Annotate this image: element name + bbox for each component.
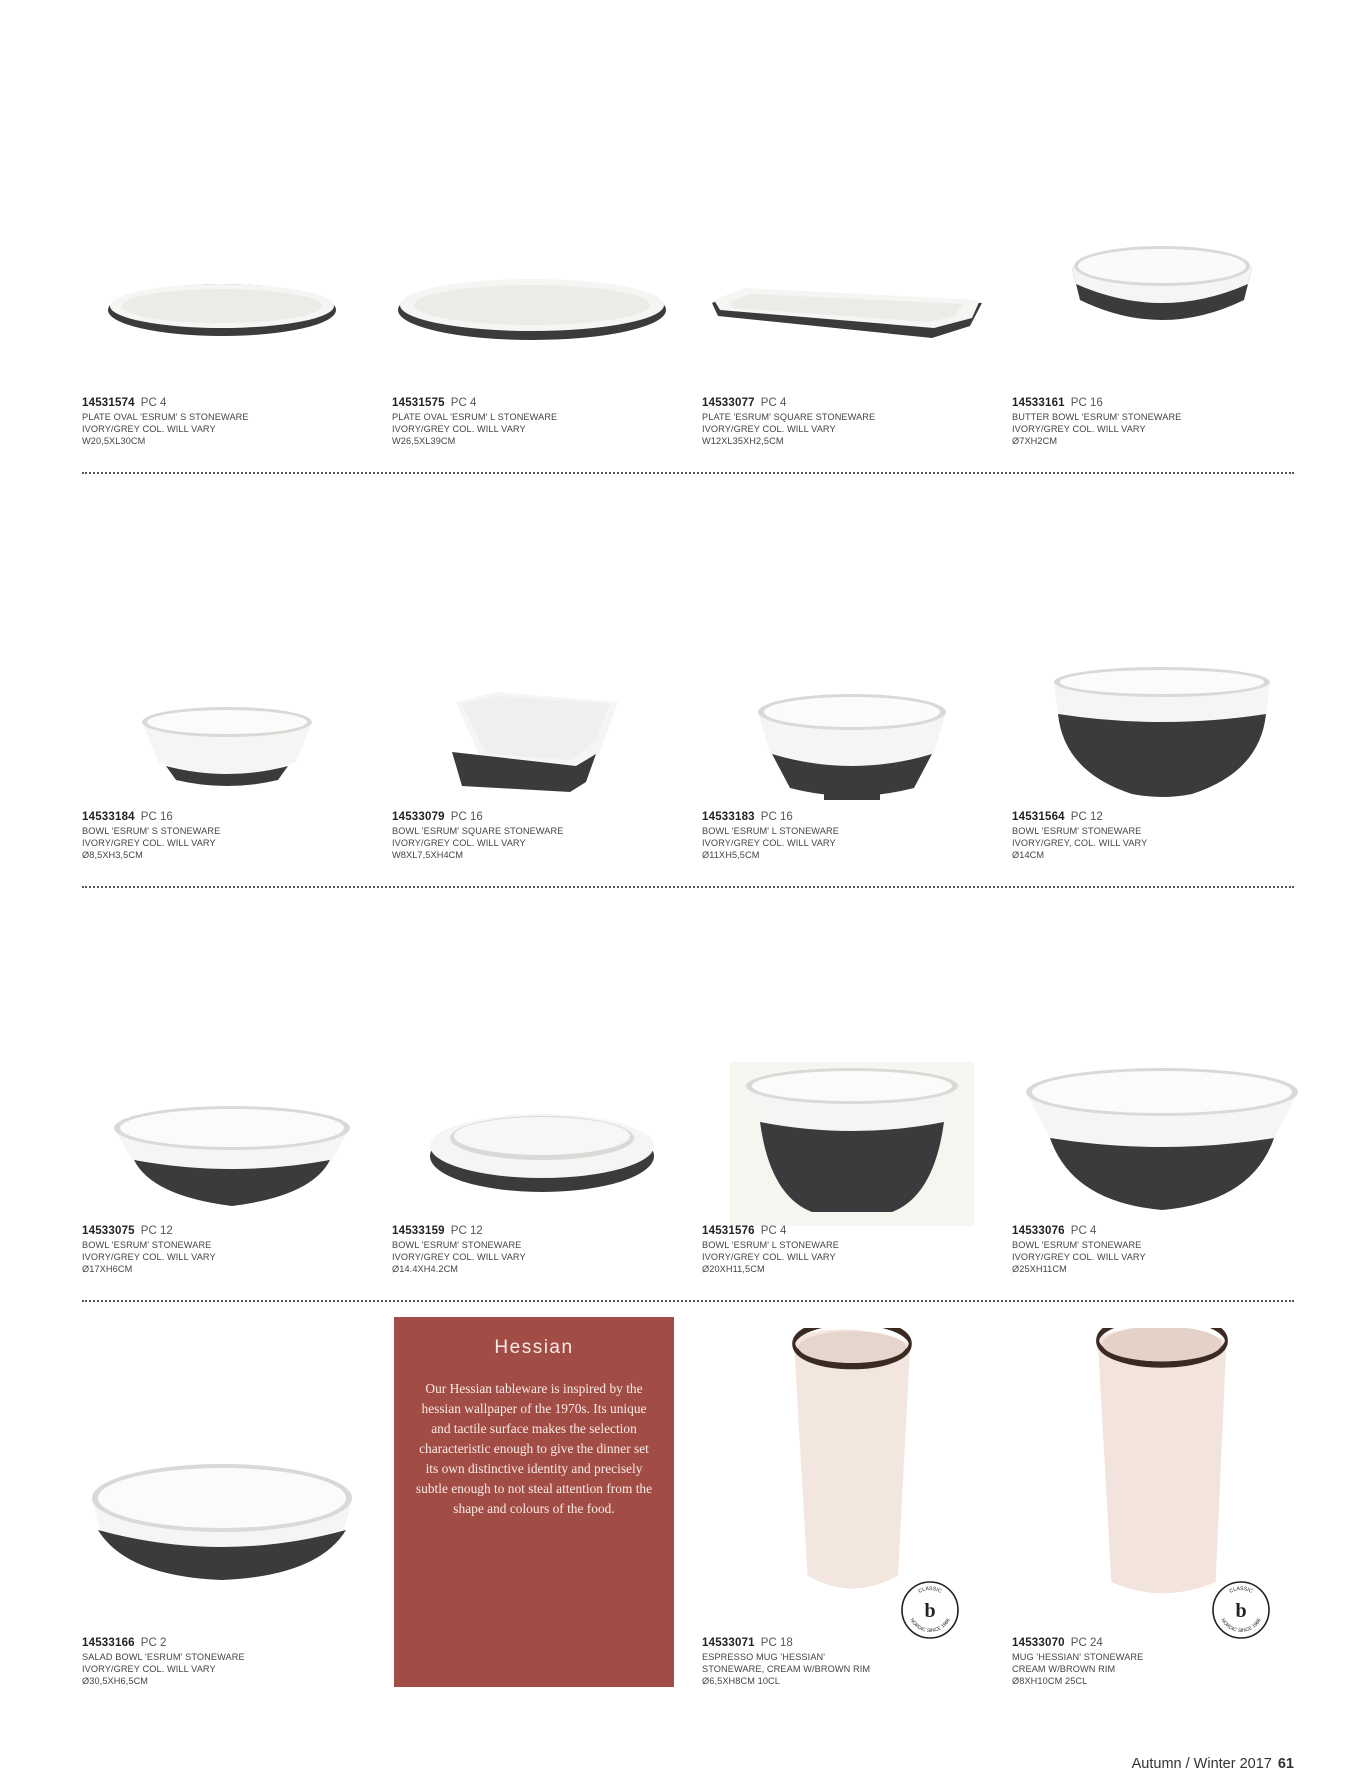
product-description-line: BOWL 'ESRUM' STONEWARE <box>1012 826 1142 836</box>
product-description-line: BOWL 'ESRUM' L STONEWARE <box>702 826 839 836</box>
footer-season: Autumn / Winter 2017 <box>1131 1756 1272 1772</box>
badge-top-text: CLASSIC <box>917 1585 943 1595</box>
product-description-line: BOWL 'ESRUM' STONEWARE <box>1012 1240 1142 1250</box>
product-image <box>702 642 1002 812</box>
product-card <box>82 1056 382 1356</box>
product-image <box>1047 1328 1277 1598</box>
product-image <box>1012 1056 1312 1226</box>
product-image <box>392 228 692 398</box>
product-description-line: BOWL 'ESRUM' SQUARE STONEWARE <box>392 826 564 836</box>
product-code-line <box>1012 810 1312 825</box>
product-row <box>82 1056 1294 1356</box>
product-code-line <box>82 1636 382 1651</box>
hessian-title: Hessian <box>494 1337 574 1358</box>
pack-count: PC 4 <box>1070 1225 1097 1237</box>
product-description-line: Ø17XH6CM <box>82 1264 133 1275</box>
product-description-line: IVORY/GREY COL. WILL VARY <box>82 1252 216 1263</box>
page-number: 61 <box>1277 1756 1294 1772</box>
product-code: 14533184 <box>82 811 135 823</box>
product-card <box>392 228 692 528</box>
badge-bottom-text: NORDIC SINCE 1966 <box>908 1617 952 1635</box>
dotted-divider <box>82 472 1294 474</box>
product-description-line: IVORY/GREY COL. WILL VARY <box>702 1252 836 1263</box>
product-image <box>1012 228 1312 398</box>
product-code-line <box>82 1224 382 1239</box>
product-caption <box>1012 1636 1312 1688</box>
product-description-line: BUTTER BOWL 'ESRUM' STONEWARE <box>1012 412 1182 422</box>
product-description-line: ESPRESSO MUG 'HESSIAN' <box>702 1652 826 1662</box>
product-description-line: Ø11XH5,5CM <box>702 850 760 861</box>
product-description-line: PLATE 'ESRUM' SQUARE STONEWARE <box>702 412 876 422</box>
pack-count: PC 4 <box>760 1225 787 1237</box>
product-caption <box>392 810 692 862</box>
pack-count: PC 4 <box>140 397 167 409</box>
product-image <box>82 1056 382 1226</box>
product-row <box>82 228 1294 528</box>
product-code-line <box>1012 396 1312 411</box>
product-caption <box>392 1224 692 1276</box>
product-caption <box>702 396 1002 448</box>
product-caption <box>82 810 382 862</box>
hessian-info-box <box>394 1317 674 1687</box>
product-description-line: Ø14.4XH4.2CM <box>392 1264 459 1275</box>
product-code: 14533183 <box>702 811 755 823</box>
product-code-line <box>392 396 692 411</box>
badge-letter: b <box>1235 1600 1247 1622</box>
product-card <box>1012 1056 1312 1356</box>
product-description-line: Ø8XH10CM 25CL <box>1012 1676 1088 1687</box>
product-code-line <box>702 396 1002 411</box>
badge-letter: b <box>924 1600 936 1622</box>
product-caption <box>82 1224 382 1276</box>
pack-count: PC 4 <box>760 397 787 409</box>
product-image <box>392 1056 692 1226</box>
product-image <box>82 228 382 398</box>
product-description-line: BOWL 'ESRUM' L STONEWARE <box>702 1240 839 1250</box>
product-image <box>702 1056 1002 1226</box>
product-caption <box>1012 810 1312 862</box>
product-card <box>82 1320 382 1687</box>
pack-count: PC 18 <box>760 1637 793 1649</box>
product-code-line <box>702 1224 1002 1239</box>
product-description-line: Ø7XH2CM <box>1012 436 1058 447</box>
page-footer <box>1132 1756 1294 1772</box>
product-code: 14531576 <box>702 1225 755 1237</box>
product-description-line: IVORY/GREY COL. WILL VARY <box>1012 424 1146 435</box>
product-card <box>392 642 692 942</box>
product-image <box>392 642 692 812</box>
product-code: 14533159 <box>392 1225 445 1237</box>
product-description-line: STONEWARE, CREAM W/BROWN RIM <box>702 1664 871 1675</box>
product-caption <box>702 1224 1002 1276</box>
product-code: 14533166 <box>82 1637 135 1649</box>
product-description-line: W26,5XL39CM <box>392 436 456 447</box>
product-code: 14531574 <box>82 397 135 409</box>
product-image <box>1012 642 1312 812</box>
pack-count: PC 2 <box>140 1637 167 1649</box>
product-code: 14533079 <box>392 811 445 823</box>
product-code: 14533161 <box>1012 397 1065 409</box>
product-code-line <box>82 810 382 825</box>
product-description-line: Ø30,5XH6,5CM <box>82 1676 149 1687</box>
dotted-divider <box>82 1300 1294 1302</box>
product-description-line: PLATE OVAL 'ESRUM' L STONEWARE <box>392 412 558 422</box>
pack-count: PC 24 <box>1070 1637 1103 1649</box>
product-description-line: Ø20XH11,5CM <box>702 1264 765 1275</box>
product-code-line <box>82 396 382 411</box>
badge-top-text: CLASSIC <box>1228 1585 1254 1595</box>
product-image <box>82 642 382 812</box>
hessian-description: Our Hessian tableware is inspired by the hessian wallpaper of the 1970s. Its unique and tactile surface makes the selection characteristic enough to give the dinner set its own distinctive identity and precisely subtle enough to not steal attention from the shape and colours of the food. <box>415 1381 653 1516</box>
product-description-line: IVORY/GREY COL. WILL VARY <box>392 838 526 849</box>
pack-count: PC 16 <box>760 811 793 823</box>
dotted-divider <box>82 886 1294 888</box>
product-caption <box>82 396 382 448</box>
pack-count: PC 16 <box>140 811 173 823</box>
product-code-line <box>392 1224 692 1239</box>
product-description-line: MUG 'HESSIAN' STONEWARE <box>1012 1652 1144 1662</box>
product-card <box>82 228 382 528</box>
product-card <box>702 642 1002 942</box>
classic-nordic-badge <box>900 1580 960 1640</box>
product-description-line: Ø8,5XH3,5CM <box>82 850 143 861</box>
product-description-line: PLATE OVAL 'ESRUM' S STONEWARE <box>82 412 249 422</box>
product-description-line: IVORY/GREY COL. WILL VARY <box>82 1664 216 1675</box>
product-code: 14533071 <box>702 1637 755 1649</box>
product-code: 14533076 <box>1012 1225 1065 1237</box>
product-description-line: IVORY/GREY COL. WILL VARY <box>392 1252 526 1263</box>
product-description-line: W20,5XL30CM <box>82 436 146 447</box>
product-row <box>82 642 1294 942</box>
product-caption <box>702 1636 1002 1688</box>
product-code: 14531564 <box>1012 811 1065 823</box>
product-card <box>702 228 1002 528</box>
pack-count: PC 16 <box>450 811 483 823</box>
pack-count: PC 4 <box>450 397 477 409</box>
badge-bottom-text: NORDIC SINCE 1966 <box>1219 1617 1263 1635</box>
product-description-line: Ø6,5XH8CM 10CL <box>702 1676 780 1687</box>
product-description-line: CREAM W/BROWN RIM <box>1012 1664 1116 1675</box>
product-code: 14533077 <box>702 397 755 409</box>
product-description-line: IVORY/GREY COL. WILL VARY <box>702 838 836 849</box>
product-description-line: W12XL35XH2,5CM <box>702 436 784 447</box>
product-code: 14531575 <box>392 397 445 409</box>
product-image <box>737 1328 967 1598</box>
product-card <box>1012 642 1312 942</box>
pack-count: PC 12 <box>140 1225 173 1237</box>
product-description-line: BOWL 'ESRUM' S STONEWARE <box>82 826 221 836</box>
product-card <box>1012 228 1312 528</box>
product-description-line: IVORY/GREY, COL. WILL VARY <box>1012 838 1148 849</box>
product-description-line: Ø25XH11CM <box>1012 1264 1067 1275</box>
product-description-line: BOWL 'ESRUM' STONEWARE <box>82 1240 212 1250</box>
product-code: 14533075 <box>82 1225 135 1237</box>
product-description-line: BOWL 'ESRUM' STONEWARE <box>392 1240 522 1250</box>
product-caption <box>702 810 1002 862</box>
product-description-line: SALAD BOWL 'ESRUM' STONEWARE <box>82 1652 245 1662</box>
product-description-line: IVORY/GREY COL. WILL VARY <box>82 838 216 849</box>
product-description-line: W8XL7,5XH4CM <box>392 850 464 861</box>
product-card <box>392 1056 692 1356</box>
pack-count: PC 12 <box>450 1225 483 1237</box>
product-image <box>702 228 1002 398</box>
product-card <box>82 642 382 942</box>
product-code-line <box>1012 1224 1312 1239</box>
product-description-line: Ø14CM <box>1012 850 1045 861</box>
pack-count: PC 12 <box>1070 811 1103 823</box>
product-code: 14533070 <box>1012 1637 1065 1649</box>
product-caption <box>1012 396 1312 448</box>
classic-nordic-badge <box>1211 1580 1271 1640</box>
product-description-line: IVORY/GREY COL. WILL VARY <box>392 424 526 435</box>
product-caption <box>82 1636 382 1688</box>
product-image <box>72 1460 372 1630</box>
product-code-line <box>702 810 1002 825</box>
product-code-line <box>392 810 692 825</box>
product-caption <box>392 396 692 448</box>
product-caption <box>1012 1224 1312 1276</box>
product-description-line: IVORY/GREY COL. WILL VARY <box>702 424 836 435</box>
pack-count: PC 16 <box>1070 397 1103 409</box>
product-description-line: IVORY/GREY COL. WILL VARY <box>82 424 216 435</box>
product-card <box>702 1056 1002 1356</box>
product-description-line: IVORY/GREY COL. WILL VARY <box>1012 1252 1146 1263</box>
